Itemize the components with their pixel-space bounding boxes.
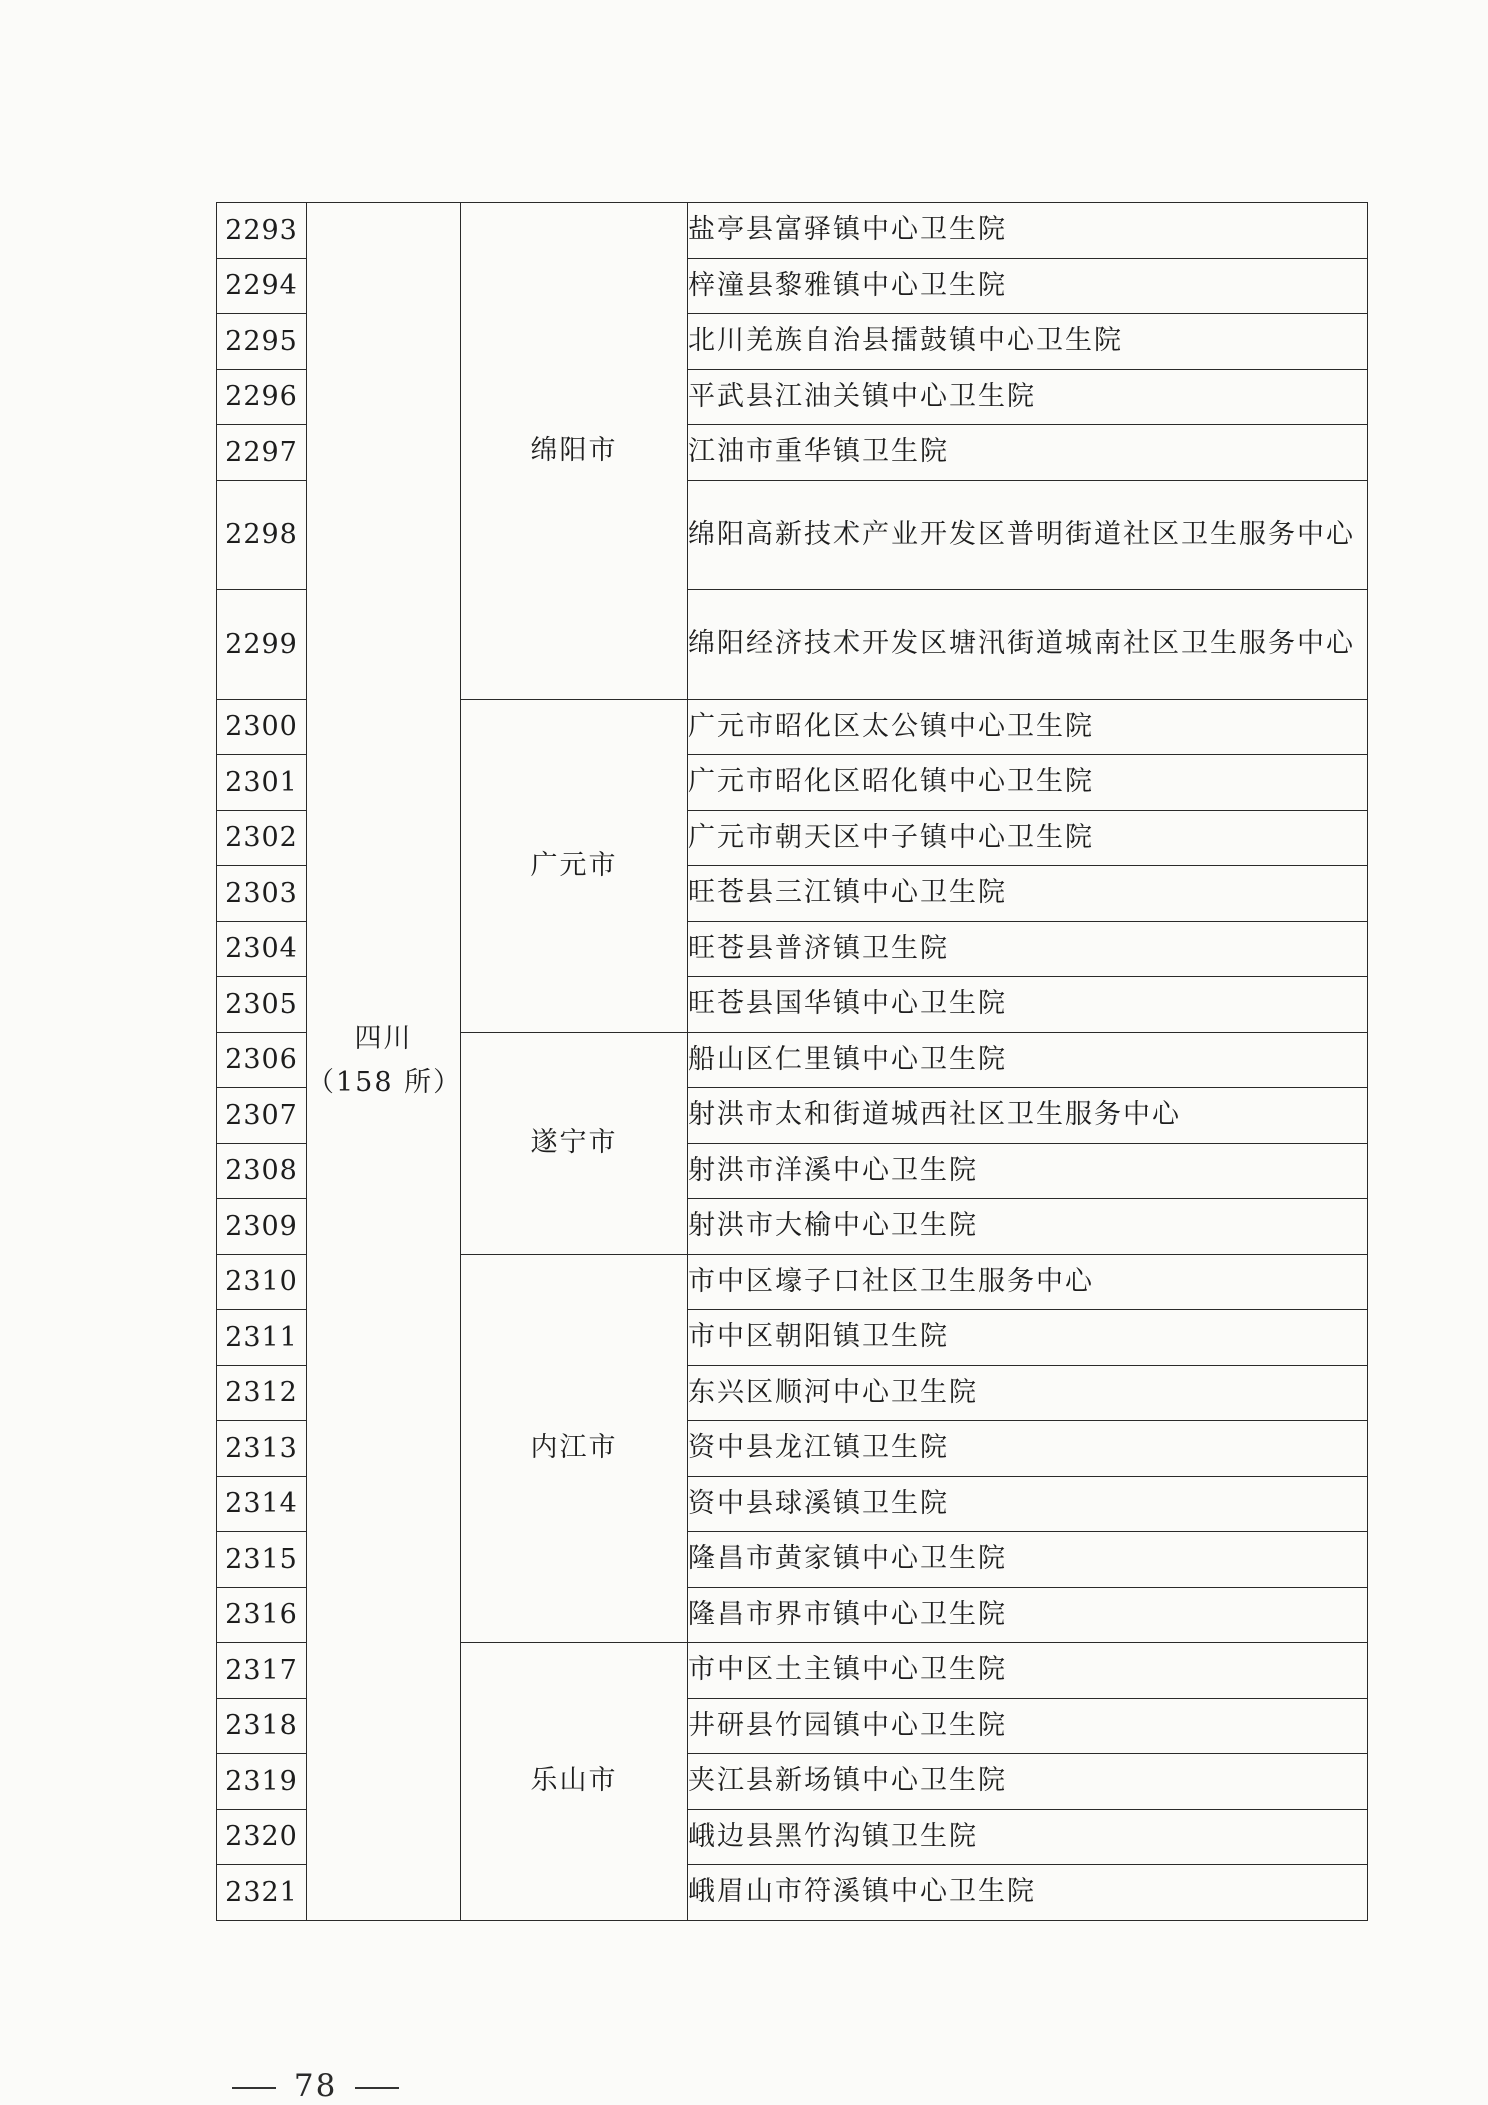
institution-name: 梓潼县黎雅镇中心卫生院 bbox=[688, 258, 1368, 314]
institution-name: 绵阳经济技术开发区塘汛街道城南社区卫生服务中心 bbox=[688, 590, 1368, 700]
institution-name: 资中县龙江镇卫生院 bbox=[688, 1421, 1368, 1477]
institution-name: 北川羌族自治县擂鼓镇中心卫生院 bbox=[688, 314, 1368, 370]
row-number: 2302 bbox=[217, 810, 307, 866]
institution-name: 船山区仁里镇中心卫生院 bbox=[688, 1032, 1368, 1088]
institution-name: 峨边县黑竹沟镇卫生院 bbox=[688, 1809, 1368, 1865]
row-number: 2301 bbox=[217, 755, 307, 811]
province-count: （158 所） bbox=[307, 1067, 463, 1099]
row-number: 2310 bbox=[217, 1254, 307, 1310]
row-number: 2304 bbox=[217, 921, 307, 977]
row-number: 2293 bbox=[217, 203, 307, 259]
row-number: 2315 bbox=[217, 1532, 307, 1588]
row-number: 2312 bbox=[217, 1365, 307, 1421]
institution-name: 旺苍县普济镇卫生院 bbox=[688, 921, 1368, 977]
row-number: 2300 bbox=[217, 699, 307, 755]
institution-name: 江油市重华镇卫生院 bbox=[688, 425, 1368, 481]
hospital-listing-table bbox=[216, 202, 1368, 1921]
institution-name: 市中区壕子口社区卫生服务中心 bbox=[688, 1254, 1368, 1310]
row-number: 2309 bbox=[217, 1199, 307, 1255]
province-cell bbox=[307, 203, 461, 1921]
institution-name: 旺苍县三江镇中心卫生院 bbox=[688, 866, 1368, 922]
row-number: 2313 bbox=[217, 1421, 307, 1477]
city-cell-leshan: 乐山市 bbox=[461, 1643, 688, 1921]
institution-name: 广元市昭化区太公镇中心卫生院 bbox=[688, 699, 1368, 755]
row-number: 2299 bbox=[217, 590, 307, 700]
row-number: 2298 bbox=[217, 480, 307, 590]
row-number: 2316 bbox=[217, 1587, 307, 1643]
row-number: 2296 bbox=[217, 369, 307, 425]
row-number: 2318 bbox=[217, 1698, 307, 1754]
row-number: 2311 bbox=[217, 1310, 307, 1366]
institution-name: 盐亭县富驿镇中心卫生院 bbox=[688, 203, 1368, 259]
row-number: 2305 bbox=[217, 977, 307, 1033]
row-number: 2321 bbox=[217, 1865, 307, 1921]
row-number: 2314 bbox=[217, 1476, 307, 1532]
city-cell-neijiang: 内江市 bbox=[461, 1254, 688, 1643]
institution-name: 射洪市洋溪中心卫生院 bbox=[688, 1143, 1368, 1199]
row-number: 2319 bbox=[217, 1754, 307, 1810]
row-number: 2308 bbox=[217, 1143, 307, 1199]
institution-name: 隆昌市界市镇中心卫生院 bbox=[688, 1587, 1368, 1643]
institution-name: 射洪市太和街道城西社区卫生服务中心 bbox=[688, 1088, 1368, 1144]
institution-name: 市中区土主镇中心卫生院 bbox=[688, 1643, 1368, 1699]
row-number: 2294 bbox=[217, 258, 307, 314]
institution-name: 广元市昭化区昭化镇中心卫生院 bbox=[688, 755, 1368, 811]
institution-name: 广元市朝天区中子镇中心卫生院 bbox=[688, 810, 1368, 866]
institution-name: 旺苍县国华镇中心卫生院 bbox=[688, 977, 1368, 1033]
institution-name: 峨眉山市符溪镇中心卫生院 bbox=[688, 1865, 1368, 1921]
city-cell-mianyang: 绵阳市 bbox=[461, 203, 688, 700]
row-number: 2303 bbox=[217, 866, 307, 922]
row-number: 2306 bbox=[217, 1032, 307, 1088]
row-number: 2295 bbox=[217, 314, 307, 370]
table-row bbox=[217, 203, 1368, 259]
row-number: 2320 bbox=[217, 1809, 307, 1865]
institution-name: 平武县江油关镇中心卫生院 bbox=[688, 369, 1368, 425]
row-number: 2307 bbox=[217, 1088, 307, 1144]
footer-dash-left bbox=[232, 2087, 276, 2089]
institution-name: 东兴区顺河中心卫生院 bbox=[688, 1365, 1368, 1421]
institution-name: 绵阳高新技术产业开发区普明街道社区卫生服务中心 bbox=[688, 480, 1368, 590]
row-number: 2297 bbox=[217, 425, 307, 481]
footer-dash-right bbox=[355, 2087, 399, 2089]
institution-name: 夹江县新场镇中心卫生院 bbox=[688, 1754, 1368, 1810]
city-cell-suining: 遂宁市 bbox=[461, 1032, 688, 1254]
province-name: 四川 bbox=[354, 1023, 413, 1055]
city-cell-guangyuan: 广元市 bbox=[461, 699, 688, 1032]
page-number: 78 bbox=[293, 2068, 338, 2104]
row-number: 2317 bbox=[217, 1643, 307, 1699]
institution-name: 井研县竹园镇中心卫生院 bbox=[688, 1698, 1368, 1754]
institution-name: 资中县球溪镇卫生院 bbox=[688, 1476, 1368, 1532]
institution-name: 隆昌市黄家镇中心卫生院 bbox=[688, 1532, 1368, 1588]
table-body bbox=[217, 203, 1368, 1921]
page-footer bbox=[226, 2068, 405, 2104]
institution-name: 射洪市大榆中心卫生院 bbox=[688, 1199, 1368, 1255]
institution-name: 市中区朝阳镇卫生院 bbox=[688, 1310, 1368, 1366]
